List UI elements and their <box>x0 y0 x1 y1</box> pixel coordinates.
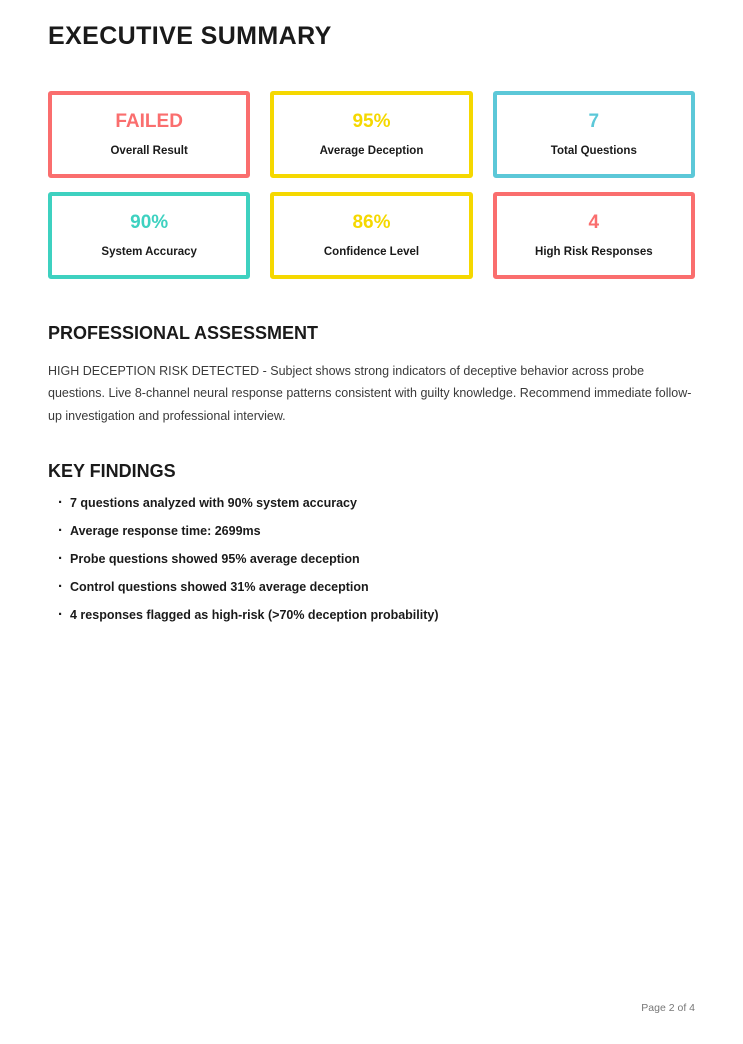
metric-label: Overall Result <box>110 144 188 157</box>
metric-value: 4 <box>588 212 600 234</box>
metric-card-high-risk-responses <box>493 192 695 279</box>
metric-label: System Accuracy <box>101 245 197 258</box>
page-footer: Page 2 of 4 <box>641 1002 695 1014</box>
metric-value: 95% <box>352 111 391 133</box>
list-item: · Probe questions showed 95% average deception <box>48 552 695 566</box>
metric-card-total-questions <box>493 91 695 178</box>
metric-label: Confidence Level <box>323 245 420 258</box>
metric-value: 7 <box>588 111 600 133</box>
findings-heading: KEY FINDINGS <box>48 460 176 481</box>
metric-label: Average Deception <box>319 144 424 157</box>
metric-card-system-accuracy <box>48 192 250 279</box>
metric-value: 86% <box>352 212 391 234</box>
metric-value: FAILED <box>115 111 183 133</box>
metric-card-grid <box>48 91 695 279</box>
assessment-body: HIGH DECEPTION RISK DETECTED - Subject shows strong indicators of deceptive behavior across probe questions. Live 8-channel neural response patterns consistent with guilty knowledge. Recommend immediate follow-up investigation and professional interview. <box>48 364 692 423</box>
metric-card-average-deception <box>270 91 472 178</box>
assessment-heading: PROFESSIONAL ASSESSMENT <box>48 323 319 343</box>
professional-assessment-section <box>48 323 695 427</box>
key-findings-section <box>48 461 695 622</box>
metric-label: Total Questions <box>550 144 637 157</box>
list-item: · 4 responses flagged as high-risk (>70% deception probability) <box>48 608 695 622</box>
metric-card-confidence-level <box>270 192 472 279</box>
metric-card-overall-result <box>48 91 250 178</box>
findings-list <box>48 496 695 622</box>
list-item: · Average response time: 2699ms <box>48 524 695 538</box>
page-title: EXECUTIVE SUMMARY <box>48 22 332 50</box>
list-item: · Control questions showed 31% average deception <box>48 580 695 594</box>
metric-label: High Risk Responses <box>535 245 653 258</box>
list-item: · 7 questions analyzed with 90% system accuracy <box>48 496 695 510</box>
metric-value: 90% <box>130 212 169 234</box>
